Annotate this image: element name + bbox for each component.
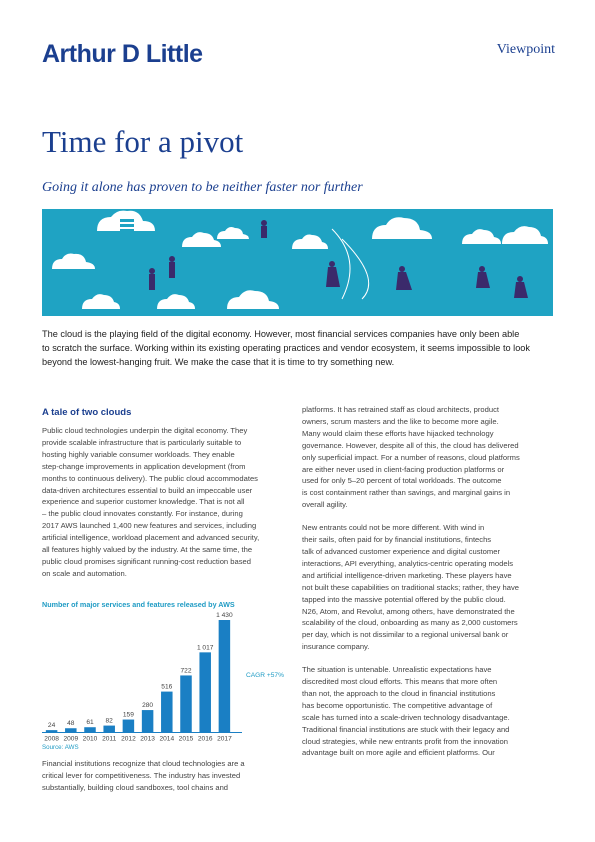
- data-label-2013: 280: [142, 702, 154, 710]
- text-line: than not, the approach to the cloud in financial institutions: [302, 688, 496, 698]
- page-subtitle: Going it alone has proven to be neither faster nor further: [42, 180, 363, 195]
- text-line: owners, scrum masters and the like to become more agile.: [302, 416, 499, 426]
- chart-title: Number of major services and features released by AWS: [42, 600, 235, 609]
- text-line: scalability of the cloud, onboarding as many as 2,000 customers: [302, 618, 518, 628]
- connection-lines: [332, 229, 369, 299]
- text-line: used for only 5–20 percent of total workloads. The outcome: [302, 476, 502, 486]
- text-line: N26, Atom, and Revolut, among others, have demonstrated the: [302, 606, 515, 616]
- bar-2017: [219, 620, 231, 732]
- text-line: Public cloud technologies underpin the digital economy. They: [42, 426, 248, 435]
- cloud-shape: [82, 294, 120, 309]
- bar-2015: [180, 675, 192, 732]
- bar-2016: [199, 652, 211, 732]
- text-line: is cost containment rather than savings, and marginal gains in: [302, 488, 511, 498]
- text-line: all features highly valued by the industry. At the same time, the: [42, 545, 253, 555]
- data-label-2008: 24: [47, 722, 56, 730]
- cloud-shape: [182, 232, 221, 247]
- text-line: per day, which is not dissimilar to a regional universal bank or: [302, 630, 509, 640]
- text-line: discredited most cloud efforts. This means that more often: [302, 677, 498, 687]
- left-column-text-2: [42, 758, 290, 794]
- data-label-2012: 159: [122, 711, 134, 719]
- text-line: – the public cloud innovates constantly. For instance, during: [42, 509, 243, 519]
- x-tick-label-2011: 2011: [102, 735, 117, 742]
- page-title: Time for a pivot: [42, 124, 244, 159]
- text-line: advantage built on more agile and efficient platforms. Our: [302, 748, 495, 758]
- data-label-2011: 82: [105, 717, 113, 725]
- right-column-text: [302, 404, 562, 759]
- text-line: Many would claim these efforts have hijacked technology: [302, 428, 494, 438]
- text-line: talk of advanced customer experience and digital customer: [302, 546, 500, 556]
- server-icon: [120, 219, 134, 232]
- data-label-2014: 516: [161, 683, 173, 691]
- text-line: only superficial impact. For a number of reasons, cloud platforms: [302, 452, 520, 462]
- text-line: are either never used in client-facing production platforms or: [302, 464, 505, 474]
- cloud-shape: [502, 226, 548, 244]
- data-label-2010: 61: [86, 719, 94, 727]
- data-label-2015: 722: [180, 667, 192, 675]
- text-line: public cloud promises significant running-cost reduction based: [42, 556, 251, 566]
- left-column-text: [42, 425, 290, 580]
- x-tick-label-2010: 2010: [82, 735, 98, 742]
- cloud-shape: [157, 294, 195, 309]
- x-tick-label-2008: 2008: [44, 735, 59, 742]
- text-line: tapped into the massive potential offered by the public cloud.: [302, 594, 506, 604]
- intro-line: to scratch the surface. Working within its existing operating practices and vendor ecosystem, it seems impossible to look: [42, 343, 531, 353]
- cloud-shape: [227, 290, 279, 309]
- text-line: Financial institutions recognize that cloud technologies are a: [42, 759, 245, 768]
- text-line: 2017 AWS launched 1,400 new features and services, including: [42, 521, 257, 531]
- intro-line: The cloud is the playing field of the digital economy. However, most financial services companies have only been able: [42, 329, 520, 339]
- cloud-illustration: [42, 209, 553, 316]
- text-line: New entrants could not be more different. With wind in: [302, 523, 485, 533]
- bar-2011: [103, 726, 115, 732]
- aws-releases-bar-chart: [42, 610, 292, 742]
- data-label-2016: 1 017: [196, 644, 214, 652]
- text-line: on scale and automation.: [42, 568, 127, 578]
- bar-2010: [84, 727, 96, 732]
- text-line: interactions, API everything, analytics-centric operating models: [302, 558, 514, 568]
- text-line: provide scalable infrastructure that is particularly suitable to: [42, 437, 242, 447]
- bar-2009: [65, 728, 77, 732]
- text-line: experience and superior customer knowledge. That is not all: [42, 497, 245, 507]
- cloud-shape: [462, 229, 501, 244]
- intro-paragraph: [42, 327, 562, 369]
- chart-source: Source: AWS: [42, 744, 79, 751]
- text-line: governance. However, despite all of this, the cloud has delivered: [302, 440, 519, 450]
- text-line: substantially, building cloud sandboxes, tool chains and: [42, 782, 229, 792]
- text-line: Traditional financial institutions are stuck with their legacy and: [302, 724, 510, 734]
- text-line: scale has turned into a scale-driven technology disadvantage.: [302, 712, 510, 722]
- text-line: months to continuous delivery). The public cloud accommodates: [42, 473, 258, 483]
- document-type-label: Viewpoint: [496, 42, 555, 57]
- text-line: The situation is untenable. Unrealistic expectations have: [302, 665, 492, 675]
- text-line: overall agility.: [302, 500, 348, 510]
- bar-2012: [123, 720, 134, 732]
- people-figures: [149, 220, 528, 298]
- cloud-illustration-banner: [42, 209, 553, 316]
- bar-2013: [142, 710, 154, 732]
- x-tick-label-2015: 2015: [178, 735, 194, 742]
- text-line: artificial intelligence, workload placement and advanced security,: [42, 533, 260, 543]
- text-line: has become opportunistic. The competitive advantage of: [302, 700, 493, 710]
- x-tick-label-2009: 2009: [63, 735, 79, 742]
- text-line: critical lever for competitiveness. The industry has invested: [42, 770, 241, 780]
- text-line: data-driven architectures essential to build an impeccable user: [42, 485, 253, 495]
- cloud-shape: [292, 235, 328, 250]
- x-tick-label-2013: 2013: [140, 735, 155, 742]
- arthur-d-little-logo: Arthur D Little: [42, 40, 203, 68]
- x-tick-label-2014: 2014: [159, 735, 175, 742]
- data-label-2009: 48: [67, 720, 75, 728]
- intro-line: beyond the lowest-hanging fruit. We make the case that it is time to try something new.: [42, 357, 395, 367]
- bar-2014: [161, 692, 173, 732]
- text-line: platforms. It has retrained staff as cloud architects, product: [302, 405, 499, 414]
- text-line: step-change improvements in application development (from: [42, 461, 246, 471]
- data-label-2017: 1 430: [216, 612, 233, 619]
- bar-2008: [46, 730, 58, 732]
- text-line: hosting highly variable consumer workloads. They enable: [42, 449, 235, 459]
- section-heading: A tale of two clouds: [42, 407, 132, 418]
- cloud-shape: [52, 254, 95, 269]
- x-tick-label-2012: 2012: [121, 735, 136, 742]
- text-line: their sails, often paid for by financial institutions, fintechs: [302, 535, 492, 545]
- x-tick-label-2016: 2016: [197, 735, 213, 742]
- cloud-shape: [372, 217, 432, 239]
- cloud-shape: [217, 227, 249, 239]
- text-line: and artificial intelligence-driven marketing. These players have: [302, 570, 512, 580]
- x-tick-label-2017: 2017: [217, 735, 232, 742]
- cagr-annotation: CAGR +57%: [246, 672, 284, 679]
- text-line: insurance company.: [302, 642, 370, 652]
- text-line: cloud strategies, while new entrants profit from the innovation: [302, 736, 508, 746]
- text-line: not built these capabilities on traditional stacks; rather, they have: [302, 582, 519, 592]
